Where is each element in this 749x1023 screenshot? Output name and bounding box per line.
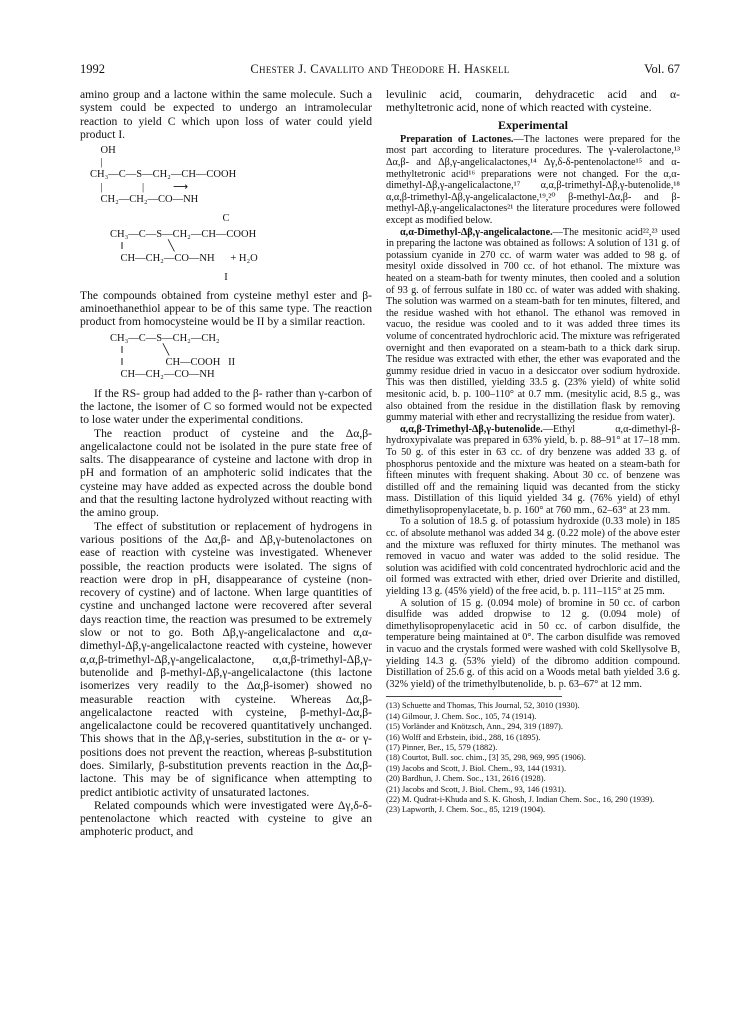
paragraph-text: —The lactones were prepared for the most part according to literature procedures. The γ-valerolactone,¹³ Δα,β- and Δβ,γ-angelicalactones,¹⁴ Δγ,δ-δ-pentenolactone¹⁵ and α-methyltetronic acid¹⁶ preparations were not changed. For the α,α-dimethyl-Δβ,γ-angelicalactone,¹⁷ α,α,β-trimethyl-Δβ,γ-butenolide,¹⁸ α,α,β-trimethyl-Δβ,γ-angelicalactone,¹⁹,²⁰ β-methyl-Δα,β- and β-methyl-Δβ,γ-angelicalactones²¹ the literature procedures were followed except as modified below. xyxy=(386,133,680,227)
footnote: (23) Lapworth, J. Chem. Soc., 85, 1219 (1904). xyxy=(386,805,546,815)
water-term: + H₂O xyxy=(230,253,258,265)
footnote: (19) Jacobs and Scott, J. Biol. Chem., 93, 144 (1931). xyxy=(386,763,567,773)
page-header xyxy=(80,62,680,78)
paragraph-text: —The mesitonic acid²²,²³ used in preparing the lactone was obtained as follows: A solution of 131 g. of potassium cyanide in 270 cc. of warm water was added to 98 g. of mesityl oxide dissolved in 700 cc. of hot ethanol. The mixture was heated on a steam-bath for twenty minutes, then cooled and a solution of 93 g. of ferrous sulfate in 180 cc. of water was added with shaking. The solution was warmed on a steam-bath for ten minutes, filtered, and the residue washed with hot ethanol. The ethanol was removed in vacuo, the residue was cooled and to it was added three times its volume of concentrated hydrochloric acid. The mixture was refrigerated overnight and then evaporated on a steam-bath to a thick dark sirup. The residue was extracted with ether, the ether was evaporated and the gummy residue dried in vacuo in a desiccator over sodium hydroxide. This was then distilled, yielding 33.5 g. (23% yield) of white solid mesitonic acid, b. p. 100–110° at 0.7 mm. (mesitylic acid, 8.5 g., was also obtained from the residue in the distillation flask by removing gummy material with ether and recrystallizing the residue from water). xyxy=(386,226,680,424)
right-column xyxy=(386,88,680,816)
run-in-heading: α,α,β-Trimethyl-Δβ,γ-butenolide. xyxy=(400,423,543,435)
structure-i-label: I xyxy=(224,272,228,284)
footnote: (21) Jacobs and Scott, J. Biol. Chem., 93, 146 (1931). xyxy=(386,784,567,794)
paragraph: A solution of 15 g. (0.094 mole) of bromine in 50 cc. of carbon disulfide was added dropwise to 12 g. (0.094 mole) of dimethylisopropenylacetic acid in 50 cc. of carbon disulfide, the temperature being maintained at 0°. The carbon disulfide was removed in vacuo and the crystals formed were washed with cold Skellysolve B, yielding 14.3 g. (53% yield) of the dibromo addition compound. Distillation of 25.6 g. of this acid on a Woods metal bath yielded 3.6 g. (32% yield) of the trimethylbutenolide, b. p. 63–67° at 12 mm. xyxy=(386,597,680,690)
left-column xyxy=(80,88,372,839)
footnote: (22) M. Qudrat-i-Khuda and S. K. Ghosh, J. Indian Chem. Soc., 16, 290 (1939). xyxy=(386,795,655,805)
footnote: (17) Pinner, Ber., 15, 579 (1882). xyxy=(386,743,498,753)
paragraph: To a solution of 18.5 g. of potassium hydroxide (0.33 mole) in 185 cc. of absolute methanol was added 34 g. (0.22 mole) of the above ester and the mixture was refluxed for thirty minutes. The methanol was removed in vacuo and water was added to the solid residue. The solution was acidified with cold concentrated hydrochloric acid and the oil formed was extracted with ether, dried over Drierite and distilled, yielding 13 g. (45% yield) of the free acid, b. p. 111–115° at 25 mm. xyxy=(386,516,680,598)
paragraph: levulinic acid, coumarin, dehydracetic acid and α-methyltetronic acid, none of which reacted with cysteine. xyxy=(386,88,680,115)
paragraph: The effect of substitution or replacement of hydrogens in various positions of the Δα,β- and Δβ,γ-butenolactones on ease of reaction with cysteine was investigated. Whenever possible, the reaction products were isolated. The signs of reaction were drop in pH, disappearance of cysteine (non-recovery of cystine) and of lactone. When large quantities of cystine and unchanged lactone were recovered after several days reaction time, the reaction was presumed to be extremely slow or not to go. Both Δβ,γ-angelicalactone and α,α-dimethyl-Δβ,γ-angelicalactone reacted with cysteine, however α,α,β-trimethyl-Δβ,γ-angelicalactone, α,α,β-trimethyl-Δβ,γ-butenolide and β-methyl-Δβ,γ-angelicalactone (this lactone isomerizes very readily to the Δα,β-isomer) showed no measurable reaction with cysteine. Whereas Δα,β-angelicalactone reacted with cysteine, β-methyl-Δα,β-angelicalactone could be recovered quantitatively unchanged. This shows that in the Δβ,γ-series, substitution in the α- or γ-positions does not prevent the reaction, whereas β-substitution does. Similarly, β-substitution prevents reaction in the Δα,β-lactone. This may be of significance when attempting to predict antibiotic activity of unsaturated lactones. xyxy=(80,519,372,799)
paragraph xyxy=(386,424,680,517)
paragraph: If the RS- group had added to the β- rather than γ-carbon of the lactone, the isomer of C so formed would not be expected to lose water under the experimental conditions. xyxy=(80,386,372,427)
paragraph: The reaction product of cysteine and the Δα,β-angelicalactone could not be isolated in the pure state free of salts. The disappearance of cysteine and lactone with drop in pH and formation of an amphoteric solid indicates that the cysteine may have added as expected across the double bond and that the resulting lactone hydrolyzed without reacting with the amino group. xyxy=(80,426,372,520)
running-title: Chester J. Cavallito and Theodore H. Haskell xyxy=(250,62,510,76)
footnote: (16) Wolff and Erbstein, ibid., 288, 16 (1895). xyxy=(386,732,541,742)
paragraph xyxy=(386,134,680,227)
footnote: (14) Gilmour, J. Chem. Soc., 105, 74 (1914). xyxy=(386,711,537,721)
paragraph: Related compounds which were investigated were Δγ,δ-δ-pentenolactone which reacted with cysteine to give an amphoteric product, and xyxy=(80,798,372,839)
structure-i: CH₃—C—S—CH₂—CH—COOH ‖ ╲ CH—CH₂—CO—NH + H₂O xyxy=(110,229,258,265)
paragraph: amino group and a lactone within the same molecule. Such a system could be expected to undergo an intramolecular reaction to yield C which upon loss of water could yield product I. xyxy=(80,88,372,141)
volume-label: Vol. 67 xyxy=(644,62,680,76)
experimental-body xyxy=(386,134,680,691)
structure-ii-label: II xyxy=(228,356,236,368)
section-title: Experimental xyxy=(498,117,568,132)
footnotes xyxy=(386,701,680,815)
run-in-heading: Preparation of Lactones. xyxy=(400,133,514,145)
structure-c: OH | CH₃—C—S—CH₂—CH—COOH | | ⟶ CH₂—CH₂—CO—NH xyxy=(90,145,237,206)
page-number: 1992 xyxy=(80,62,105,76)
run-in-heading: α,α-Dimethyl-Δβ,γ-angelicalactone. xyxy=(400,226,553,238)
footnote: (20) Bardhun, J. Chem. Soc., 131, 2616 (1928). xyxy=(386,774,546,784)
structure-ii: CH₃—C—S—CH₂—CH₂ ‖ ╲ ‖ CH—COOH II CH—CH₂—CO—NH xyxy=(110,332,236,380)
paragraph xyxy=(386,227,680,424)
footnote: (13) Schuette and Thomas, This Journal, 52, 3010 (1930). xyxy=(386,701,580,711)
paragraph-text: —Ethyl α,α-dimethyl-β-hydroxypivalate was prepared in 63% yield, b. p. 88–91° at 17–18 mm. To 50 g. of this ester in 63 cc. of dry benzene was added 33 g. of phosphorus pentoxide and the mixture was heated on a steam-bath for fifteen minutes with frequent shaking. About 30 cc. of benzene was distilled off and the remaining liquid was decanted from the sticky mass. Distillation of this liquid yielded 34 g. (76% yield) of ethyl dimethylisopropenylacetate, b. p. 160° at 760 mm., 62–63° at 23 mm. xyxy=(386,423,680,516)
footnote: (15) Vorländer and Knötzsch, Ann., 294, 319 (1897). xyxy=(386,722,563,732)
footnote: (18) Courtot, Bull. soc. chim., [3] 35, 298, 969, 995 (1906). xyxy=(386,753,586,763)
paragraph: The compounds obtained from cysteine methyl ester and β-aminoethanethiol appear to be of this same type. The reaction product from homocysteine would be II by a similar reaction. xyxy=(80,288,372,329)
structure-c-label: C xyxy=(222,213,230,225)
